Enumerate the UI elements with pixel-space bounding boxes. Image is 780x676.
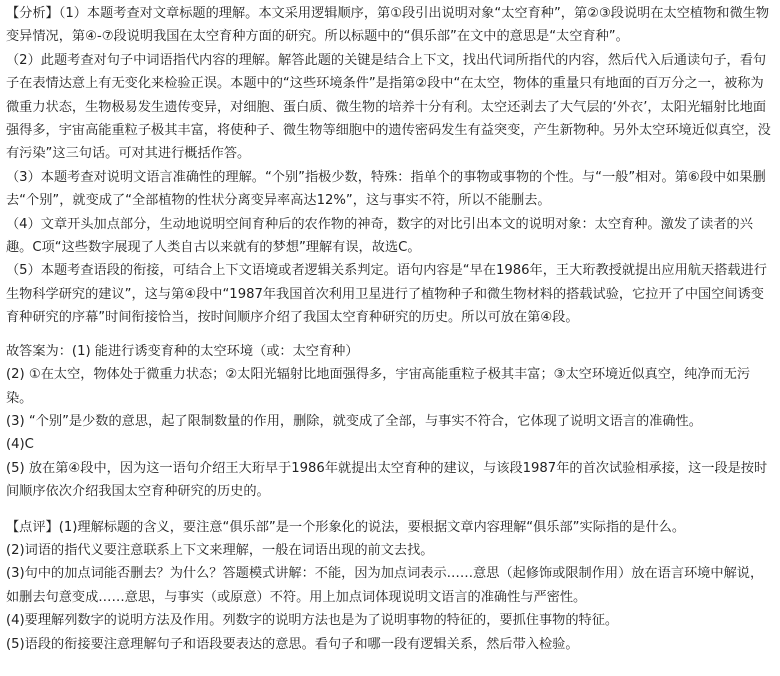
comment-line-4: (4)要理解列数字的说明方法及作用。列数字的说明方法也是为了说明事物的特征的，要抓住事物的特征。 [6, 613, 619, 629]
analysis-paragraph-2: （2）此题考查对句子中词语指代内容的理解。解答此题的关键是结合上下文，找出代词所指代的内容，然后代入后通读句子，看句子在表情达意上有无变化来检验正误。本题中的“这些环境条件”是指第②段中“在太空，物体的重量只有地面的百万分之一，被称为微重力状态，生物极易发生遗传变异，对细胞、蛋白质、微生物的培养十分有利。太空还剥去了大气层的‘外衣’，太阳光辐射比地面强得多，宇宙高能重粒子极其丰富，将使种子、微生物等细胞中的遗传密码发生有益突变，产生新物种。另外太空环境近似真空，没有污染”这三句话。可对其进行概括作答。 [6, 52, 771, 162]
analysis-paragraph-4: （4）文章开头加点部分，生动地说明空间育种后的农作物的神奇，数字的对比引出本文的说明对象：太空育种。激发了读者的兴趣。C项“这些数字展现了人类自古以来就有的梦想”理解有误，故选C。 [6, 216, 753, 256]
analysis-section [6, 2, 776, 330]
comment-section [6, 516, 776, 656]
answer-line-2: (2) ①在太空，物体处于微重力状态；②太阳光辐射比地面强得多，宇宙高能重粒子极其丰富；③太空环境近似真空，纯净而无污染。 [6, 367, 751, 406]
answer-section [6, 340, 776, 504]
answer-line-1: 故答案为：(1) 能进行诱变育种的太空环境（或：太空育种） [6, 343, 359, 359]
answer-line-5: (5) 放在第④段中，因为这一语句介绍王大珩早于1986年就提出太空育种的建议，与该段1987年的首次试验相承接，这一段是按时间顺序依次介绍我国太空育种研究的历史的。 [6, 460, 768, 500]
answer-line-4: (4)C [6, 437, 34, 453]
comment-line-3: (3)句中的加点词能否删去？为什么？答题模式讲解：不能，因为加点词表示……意思（起修饰或限制作用）放在语言环境中解说，如删去句意变成……意思，与事实（或原意）不符。用上加点词体现说明文语言的准确性与严密性。 [6, 566, 764, 605]
section-gap [6, 330, 776, 340]
answer-line-3: (3) “个别”是少数的意思，起了限制数量的作用，删除，就变成了全部，与事实不符合，它体现了说明文语言的准确性。 [6, 413, 702, 429]
comment-line-5: (5)语段的衔接要注意理解句子和语段要表达的意思。看句子和哪一段有逻辑关系，然后带入检验。 [6, 636, 579, 652]
section-gap [6, 504, 776, 516]
comment-line-2: (2)词语的指代义要注意联系上下文来理解，一般在词语出现的前文去找。 [6, 542, 434, 558]
analysis-paragraph-5: （5）本题考查语段的衔接，可结合上下文语境或者逻辑关系判定。语句内容是“早在1986年，王大珩教授就提出应用航天搭载进行生物科学研究的建议”，这与第④段中“1987年我国首次利用卫星进行了植物种子和微生物材料的搭载试验，它拉开了中国空间诱变育种研究的序幕”时间衔接恰当，按时间顺序介绍了我国太空育种研究的历史。所以可放在第④段。 [6, 263, 767, 326]
analysis-paragraph-3: （3）本题考查对说明文语言准确性的理解。“个别”指极少数，特殊：指单个的事物或事物的个性。与“一般”相对。第⑥段中如果删去“个别”，就变成了“全部植物的性状分离变异率高达12%”，这与事实不符，所以不能删去。 [6, 169, 766, 209]
analysis-paragraph-1: 【分析】（1）本题考查对文章标题的理解。本文采用逻辑顺序，第①段引出说明对象“太空育种”，第②③段说明在太空植物和微生物变异情况，第④-⑦段说明我国在太空育种方面的研究。所以标题中的“俱乐部”在文中的意思是“太空育种”。 [6, 6, 770, 45]
comment-line-1: 【点评】(1)理解标题的含义，要注意“俱乐部”是一个形象化的说法，要根据文章内容理解“俱乐部”实际指的是什么。 [6, 519, 686, 535]
